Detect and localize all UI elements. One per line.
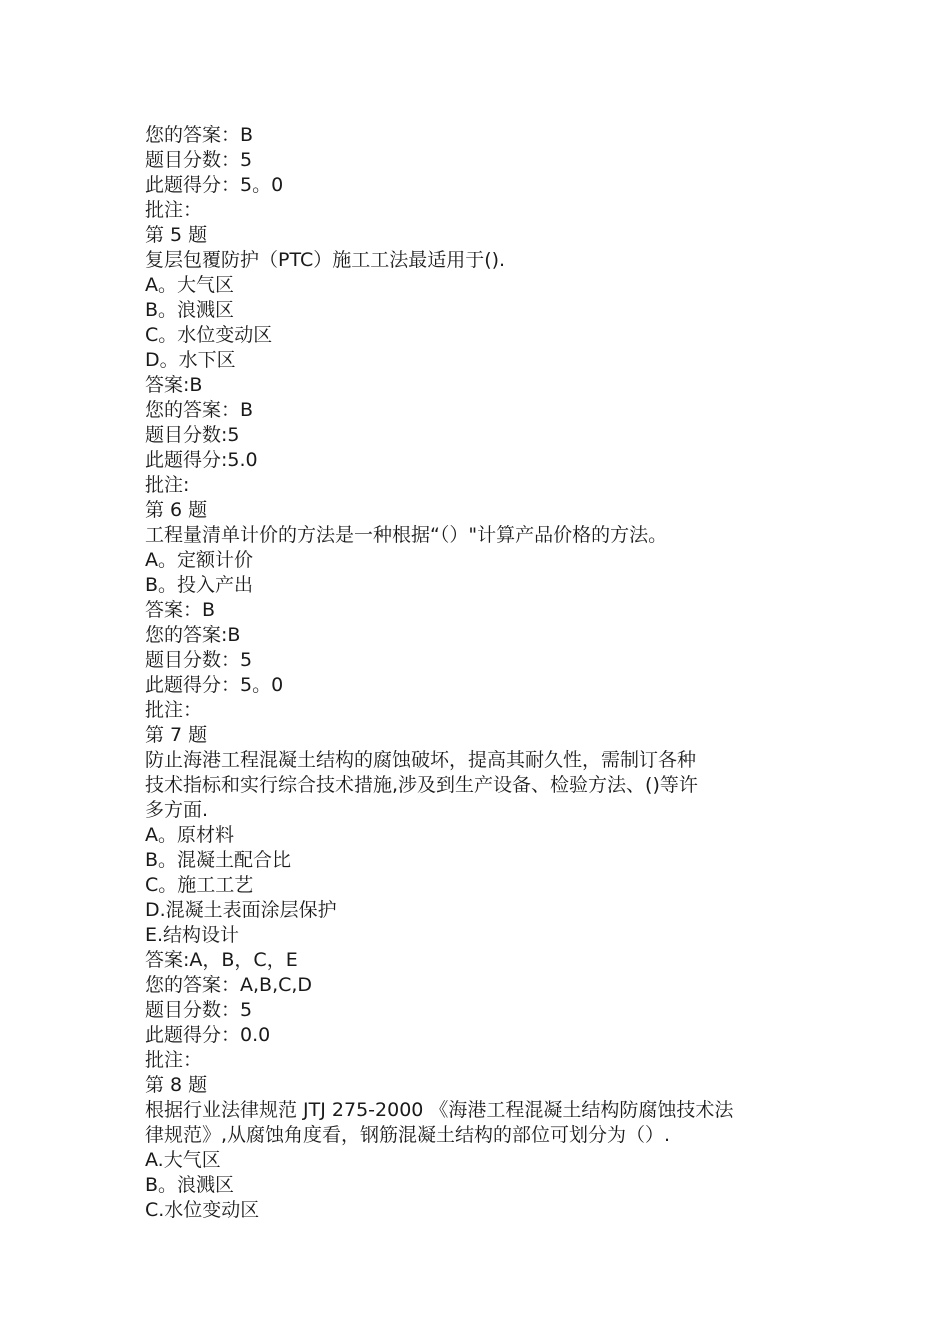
question-text: 技术指标和实行综合技术措施,涉及到生产设备、检验方法、()等许 xyxy=(145,774,698,796)
option-line: A.大气区 xyxy=(145,1149,221,1171)
question-text: 多方面. xyxy=(145,799,209,821)
option-line: B。浪溅区 xyxy=(145,1174,235,1196)
option-line: B。混凝土配合比 xyxy=(145,849,292,871)
option-line: E.结构设计 xyxy=(145,924,240,946)
text-line: 答案:B xyxy=(145,374,203,396)
text-line: 批注: xyxy=(145,474,190,496)
text-line: 此题得分:5.0 xyxy=(145,449,258,471)
question-text: 律规范》,从腐蚀角度看，钢筋混凝土结构的部位可划分为（）. xyxy=(145,1124,671,1146)
question-heading: 第 5 题 xyxy=(145,224,208,246)
option-line: C。施工工艺 xyxy=(145,874,254,896)
text-line: 此题得分：5。0 xyxy=(145,174,284,196)
option-line: C。水位变动区 xyxy=(145,324,273,346)
option-line: B。投入产出 xyxy=(145,574,254,596)
option-line: A。原材料 xyxy=(145,824,234,846)
option-line: B。浪溅区 xyxy=(145,299,235,321)
text-line: 题目分数:5 xyxy=(145,424,240,446)
option-line: D.混凝土表面涂层保护 xyxy=(145,899,337,921)
question-text: 复层包覆防护（PTC）施工工法最适用于(). xyxy=(145,249,506,271)
text-line: 批注： xyxy=(145,699,203,721)
text-line: 题目分数：5 xyxy=(145,649,253,671)
option-line: C.水位变动区 xyxy=(145,1199,260,1221)
text-line: 您的答案:B xyxy=(145,624,241,646)
option-line: A。大气区 xyxy=(145,274,234,296)
text-line: 批注： xyxy=(145,1049,203,1071)
question-text: 防止海港工程混凝土结构的腐蚀破坏，提高其耐久性，需制订各种 xyxy=(145,749,697,771)
option-line: A。定额计价 xyxy=(145,549,253,571)
text-line: 您的答案：A,B,C,D xyxy=(145,974,313,996)
option-line: D。水下区 xyxy=(145,349,236,371)
text-line: 答案：B xyxy=(145,599,216,621)
text-line: 题目分数：5 xyxy=(145,149,253,171)
text-line: 此题得分：5。0 xyxy=(145,674,284,696)
document-body xyxy=(145,123,815,1223)
text-line: 您的答案：B xyxy=(145,124,254,146)
question-heading: 第 6 题 xyxy=(145,499,208,521)
question-text: 根据行业法律规范 JTJ 275-2000 《海港工程混凝土结构防腐蚀技术法 xyxy=(145,1099,734,1121)
text-line: 题目分数：5 xyxy=(145,999,253,1021)
text-line: 您的答案：B xyxy=(145,399,254,421)
question-text: 工程量清单计价的方法是一种根据“（）"计算产品价格的方法。 xyxy=(145,524,668,546)
text-line: 此题得分：0.0 xyxy=(145,1024,271,1046)
question-heading: 第 7 题 xyxy=(145,724,208,746)
text-line: 批注： xyxy=(145,199,203,221)
text-line: 答案:A，B，C，E xyxy=(145,949,298,971)
question-heading: 第 8 题 xyxy=(145,1074,208,1096)
